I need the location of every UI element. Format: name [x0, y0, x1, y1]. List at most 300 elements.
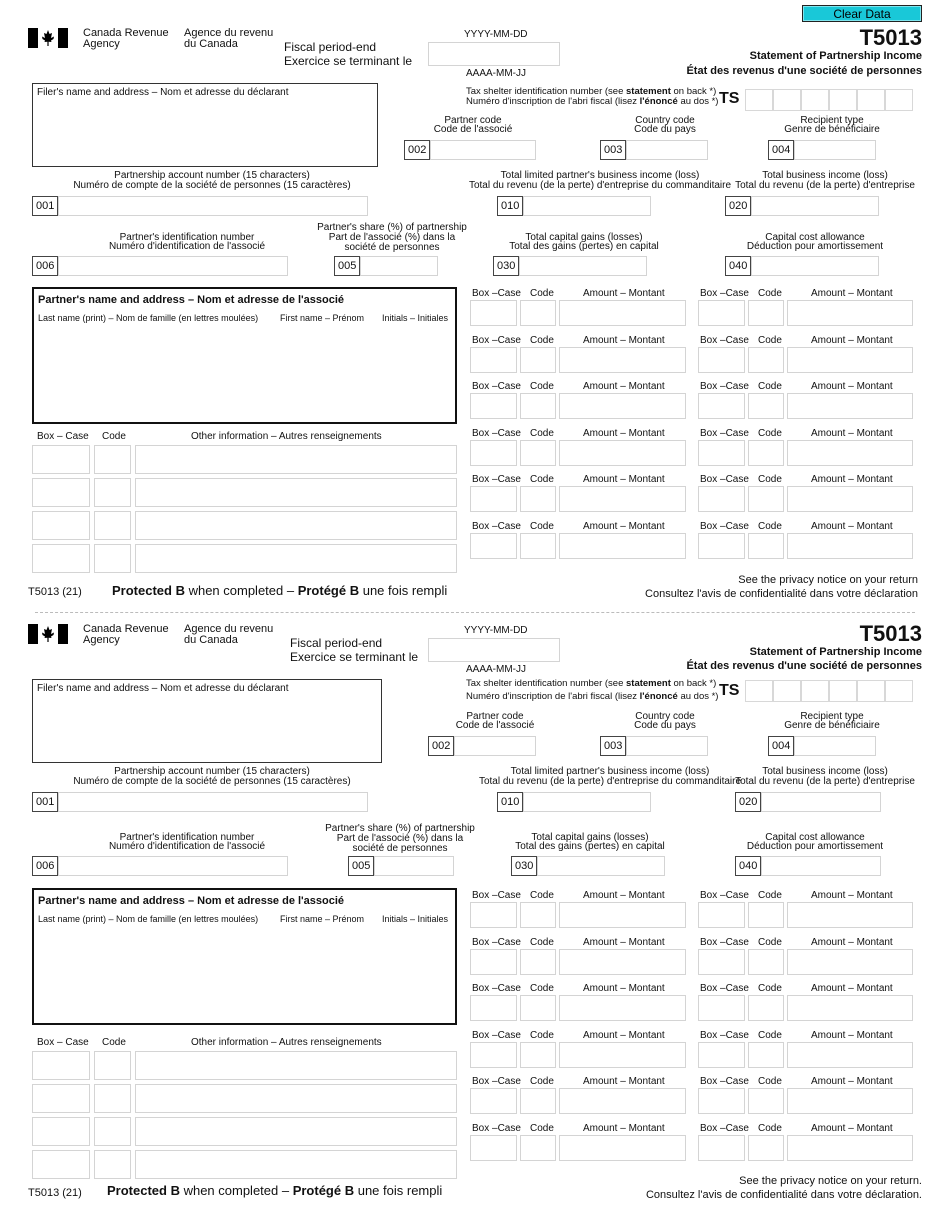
grid-code-input[interactable]: [748, 1135, 784, 1161]
grid-amount-label: Amount – Montant: [583, 381, 665, 393]
filer-address-box[interactable]: [32, 679, 382, 763]
partner-id-input[interactable]: [58, 856, 288, 876]
grid-box-input[interactable]: [470, 902, 517, 928]
grid-amount-input[interactable]: [559, 949, 686, 975]
recipient-type-label-en: Recipient type: [800, 115, 864, 126]
grid-box-input[interactable]: [698, 440, 745, 466]
grid-code-label: Code: [758, 1029, 782, 1041]
agency-fr-line1: Agence du revenu: [184, 623, 274, 635]
business-income-label-en: Total business income (loss): [762, 170, 888, 181]
account-number-input[interactable]: [58, 792, 368, 812]
grid-amount-label: Amount – Montant: [811, 983, 893, 995]
grid-box-input[interactable]: [470, 1135, 517, 1161]
grid-amount-input[interactable]: [787, 533, 913, 559]
country-code-label-en: Country code: [635, 711, 695, 722]
grid-box-label: Box –Case: [700, 983, 749, 995]
partner-code-input[interactable]: [454, 736, 536, 756]
grid-amount-input[interactable]: [559, 995, 686, 1021]
grid-code-label: Code: [530, 427, 554, 439]
grid-amount-label: Amount – Montant: [583, 474, 665, 486]
protected-b-notice: Protected B when completed – Protégé B une fois rempli: [107, 1183, 443, 1198]
ts-digit-input[interactable]: [745, 680, 773, 702]
grid-box-label: Box –Case: [700, 1076, 749, 1088]
canada-flag-icon: [28, 624, 68, 644]
grid-amount-input[interactable]: [559, 533, 686, 559]
ts-digit-input[interactable]: [773, 89, 801, 111]
grid-box-label: Box –Case: [700, 936, 749, 948]
limited-income-input[interactable]: [523, 196, 651, 216]
grid-code-input[interactable]: [748, 949, 784, 975]
other-info-input[interactable]: [135, 1150, 457, 1179]
grid-code-label: Code: [530, 1123, 554, 1134]
grid-box-input[interactable]: [698, 902, 745, 928]
account-number-input[interactable]: [58, 196, 368, 216]
grid-box-label: Box –Case: [472, 936, 521, 948]
grid-amount-label: Amount – Montant: [811, 474, 893, 486]
grid-amount-label: Amount – Montant: [583, 890, 665, 901]
share-label-3: société de personnes: [352, 843, 448, 854]
other-info-label: Other information – Autres renseignements: [191, 1037, 382, 1048]
other-box-label: Box – Case: [37, 1037, 89, 1048]
grid-amount-label: Amount – Montant: [583, 1076, 665, 1088]
grid-code-input[interactable]: [520, 1088, 556, 1114]
grid-amount-label: Amount – Montant: [583, 427, 665, 439]
grid-amount-input[interactable]: [559, 440, 686, 466]
agency-fr-line2: du Canada: [184, 38, 238, 50]
box-020-label: 020: [725, 196, 751, 216]
grid-amount-label: Amount – Montant: [811, 890, 893, 901]
country-code-input[interactable]: [626, 736, 708, 756]
capital-gains-label-en: Total capital gains (losses): [525, 232, 643, 243]
grid-box-input[interactable]: [470, 347, 517, 373]
form-title-en: Statement of Partnership Income: [749, 50, 922, 62]
share-label-2: Part de l'associé (%) dans la: [336, 833, 464, 844]
other-box-input[interactable]: [32, 478, 90, 507]
limited-income-label-fr: Total du revenu (de la perte) d'entreprise du commanditaire: [468, 180, 732, 191]
tax-shelter-label-en: Tax shelter identification number (see statement on back *): [466, 678, 717, 689]
cca-input[interactable]: [751, 256, 879, 276]
partner-address-box[interactable]: [32, 287, 457, 424]
partner-code-input[interactable]: [430, 140, 536, 160]
agency-en-line2: Agency: [83, 634, 120, 646]
grid-code-input[interactable]: [520, 440, 556, 466]
grid-box-input[interactable]: [470, 1088, 517, 1114]
ts-digit-input[interactable]: [773, 680, 801, 702]
other-code-input[interactable]: [94, 1084, 131, 1113]
grid-box-input[interactable]: [470, 1042, 517, 1068]
box-002-label: 002: [404, 140, 430, 160]
privacy-notice-fr: Consultez l'avis de confidentialité dans votre déclaration.: [645, 1189, 922, 1201]
grid-box-input[interactable]: [698, 995, 745, 1021]
grid-amount-label: Amount – Montant: [583, 1123, 665, 1134]
grid-amount-input[interactable]: [787, 1042, 913, 1068]
box-005-label: 005: [348, 856, 374, 876]
grid-amount-input[interactable]: [787, 902, 913, 928]
grid-code-label: Code: [530, 334, 554, 346]
grid-amount-input[interactable]: [559, 1135, 686, 1161]
ts-digit-input[interactable]: [745, 89, 773, 111]
tax-shelter-label-en: Tax shelter identification number (see statement on back *): [466, 86, 717, 97]
grid-code-input[interactable]: [748, 393, 784, 419]
grid-box-label: Box –Case: [472, 521, 521, 532]
grid-code-input[interactable]: [748, 347, 784, 373]
ts-digit-input[interactable]: [885, 680, 913, 702]
grid-amount-input[interactable]: [787, 949, 913, 975]
limited-income-label-fr: Total du revenu (de la perte) d'entreprise du commanditaire: [478, 776, 742, 787]
grid-code-label: Code: [758, 334, 782, 346]
grid-box-input[interactable]: [470, 300, 517, 326]
other-box-input[interactable]: [32, 1051, 90, 1080]
box-030-label: 030: [511, 856, 537, 876]
agency-en-line1: Canada Revenue: [83, 623, 169, 635]
ts-prefix: TS: [719, 682, 740, 699]
grid-amount-input[interactable]: [787, 347, 913, 373]
other-info-input[interactable]: [135, 478, 457, 507]
grid-amount-label: Amount – Montant: [811, 427, 893, 439]
grid-code-label: Code: [530, 288, 554, 299]
grid-box-label: Box –Case: [472, 381, 521, 393]
other-info-input[interactable]: [135, 1084, 457, 1113]
grid-code-label: Code: [758, 381, 782, 393]
grid-code-label: Code: [530, 1076, 554, 1088]
grid-box-input[interactable]: [470, 995, 517, 1021]
form-title-fr: État des revenus d'une société de personnes: [686, 660, 922, 672]
grid-code-input[interactable]: [748, 1088, 784, 1114]
form-code-title: T5013: [859, 621, 922, 646]
tax-shelter-label-fr: Numéro d'inscription de l'abri fiscal (lisez l'énoncé au dos *): [466, 691, 719, 702]
other-box-input[interactable]: [32, 1084, 90, 1113]
fiscal-period-input[interactable]: [428, 638, 560, 662]
other-info-input[interactable]: [135, 1117, 457, 1146]
clear-data-button[interactable]: Clear Data: [802, 5, 922, 22]
other-info-label: Other information – Autres renseignements: [191, 431, 382, 442]
grid-box-label: Box –Case: [472, 983, 521, 995]
first-name-label: First name – Prénom: [280, 914, 365, 924]
grid-code-input[interactable]: [520, 347, 556, 373]
agency-en-line1: Canada Revenue: [83, 27, 169, 39]
box-001-label: 001: [32, 196, 58, 216]
fiscal-period-fr: Exercice se terminant le: [284, 54, 413, 68]
grid-amount-label: Amount – Montant: [811, 1076, 893, 1088]
recipient-type-label-en: Recipient type: [800, 711, 864, 722]
grid-box-label: Box –Case: [472, 288, 521, 299]
ts-digit-input[interactable]: [829, 89, 857, 111]
grid-box-input[interactable]: [470, 486, 517, 512]
other-info-input[interactable]: [135, 511, 457, 540]
grid-amount-input[interactable]: [787, 1088, 913, 1114]
grid-code-label: Code: [530, 1029, 554, 1041]
limited-income-label-en: Total limited partner's business income (loss): [500, 170, 700, 181]
limited-income-input[interactable]: [523, 792, 651, 812]
share-label-3: société de personnes: [344, 242, 440, 253]
recipient-type-label-fr: Genre de bénéficiaire: [784, 720, 880, 731]
share-label-1: Partner's share (%) of partnership: [325, 823, 475, 834]
grid-code-label: Code: [758, 983, 782, 995]
other-box-input[interactable]: [32, 445, 90, 474]
grid-amount-input[interactable]: [559, 393, 686, 419]
grid-code-input[interactable]: [748, 300, 784, 326]
grid-box-input[interactable]: [698, 533, 745, 559]
partner-code-label-en: Partner code: [466, 711, 524, 722]
box-006-label: 006: [32, 256, 58, 276]
cca-label-fr: Déduction pour amortissement: [746, 841, 884, 852]
partner-address-title: Partner's name and address – Nom et adresse de l'associé: [38, 895, 345, 907]
grid-box-label: Box –Case: [700, 427, 749, 439]
filer-address-label: Filer's name and address – Nom et adresse du déclarant: [37, 683, 289, 694]
grid-box-input[interactable]: [698, 1088, 745, 1114]
date-format-en: YYYY-MM-DD: [464, 29, 528, 40]
grid-amount-label: Amount – Montant: [811, 334, 893, 346]
share-label-2: Part de l'associé (%) dans la: [328, 232, 456, 243]
protected-b-notice: Protected B when completed – Protégé B une fois rempli: [112, 583, 448, 598]
grid-code-input[interactable]: [748, 440, 784, 466]
grid-amount-input[interactable]: [559, 486, 686, 512]
ts-digit-input[interactable]: [801, 89, 829, 111]
limited-income-label-en: Total limited partner's business income (loss): [510, 766, 710, 777]
other-box-input[interactable]: [32, 511, 90, 540]
fiscal-period-input[interactable]: [428, 42, 560, 66]
other-info-input[interactable]: [135, 544, 457, 573]
grid-box-input[interactable]: [470, 393, 517, 419]
partner-id-label-en: Partner's identification number: [119, 832, 255, 843]
grid-box-label: Box –Case: [700, 288, 749, 299]
grid-amount-input[interactable]: [787, 1135, 913, 1161]
grid-box-label: Box –Case: [700, 1029, 749, 1041]
other-code-input[interactable]: [94, 544, 131, 573]
grid-code-label: Code: [758, 936, 782, 948]
grid-code-input[interactable]: [748, 486, 784, 512]
capital-gains-label-fr: Total des gains (pertes) en capital: [515, 841, 665, 852]
country-code-label-en: Country code: [635, 115, 695, 126]
grid-amount-label: Amount – Montant: [811, 521, 893, 532]
grid-box-label: Box –Case: [700, 890, 749, 901]
agency-fr-line2: du Canada: [184, 634, 238, 646]
other-info-input[interactable]: [135, 1051, 457, 1080]
grid-code-label: Code: [530, 474, 554, 486]
capital-gains-input[interactable]: [537, 856, 665, 876]
date-format-en: YYYY-MM-DD: [464, 625, 528, 636]
other-code-label: Code: [102, 1037, 126, 1048]
cca-label-en: Capital cost allowance: [765, 832, 865, 843]
grid-code-label: Code: [758, 521, 782, 532]
grid-amount-label: Amount – Montant: [583, 334, 665, 346]
grid-code-input[interactable]: [520, 902, 556, 928]
business-income-input[interactable]: [751, 196, 879, 216]
box-006-label: 006: [32, 856, 58, 876]
grid-box-label: Box –Case: [700, 381, 749, 393]
grid-code-input[interactable]: [520, 995, 556, 1021]
grid-code-label: Code: [758, 890, 782, 901]
grid-amount-input[interactable]: [787, 995, 913, 1021]
grid-box-input[interactable]: [698, 486, 745, 512]
box-005-label: 005: [334, 256, 360, 276]
recipient-type-input[interactable]: [794, 140, 876, 160]
account-number-label-fr: Numéro de compte de la société de personnes (15 caractères): [73, 180, 351, 191]
grid-amount-label: Amount – Montant: [583, 288, 665, 299]
grid-amount-input[interactable]: [559, 1088, 686, 1114]
other-code-input[interactable]: [94, 1117, 131, 1146]
capital-gains-input[interactable]: [519, 256, 647, 276]
box-040-label: 040: [735, 856, 761, 876]
grid-amount-input[interactable]: [787, 486, 913, 512]
partner-address-title: Partner's name and address – Nom et adresse de l'associé: [38, 294, 345, 306]
grid-code-input[interactable]: [520, 533, 556, 559]
grid-box-input[interactable]: [698, 1042, 745, 1068]
form-code-title: T5013: [859, 25, 922, 50]
capital-gains-label-fr: Total des gains (pertes) en capital: [509, 241, 659, 252]
canada-flag-icon: [28, 28, 68, 48]
grid-box-label: Box –Case: [472, 1123, 521, 1134]
grid-amount-label: Amount – Montant: [583, 521, 665, 532]
partner-code-label-fr: Code de l'associé: [433, 124, 513, 135]
share-label-1: Partner's share (%) of partnership: [317, 222, 467, 233]
grid-code-input[interactable]: [520, 1135, 556, 1161]
partner-id-label-en: Partner's identification number: [119, 232, 255, 243]
grid-amount-input[interactable]: [787, 393, 913, 419]
date-format-fr: AAAA-MM-JJ: [466, 664, 526, 675]
box-010-label: 010: [497, 196, 523, 216]
box-010-label: 010: [497, 792, 523, 812]
partner-id-label-fr: Numéro d'identification de l'associé: [108, 841, 266, 852]
grid-box-input[interactable]: [698, 347, 745, 373]
date-format-fr: AAAA-MM-JJ: [466, 68, 526, 79]
box-020-label: 020: [735, 792, 761, 812]
cca-input[interactable]: [761, 856, 881, 876]
agency-fr-line1: Agence du revenu: [184, 27, 274, 39]
first-name-label: First name – Prénom: [280, 313, 365, 323]
partner-share-input[interactable]: [374, 856, 454, 876]
cca-label-en: Capital cost allowance: [765, 232, 865, 243]
grid-box-label: Box –Case: [700, 1123, 749, 1134]
grid-amount-input[interactable]: [559, 300, 686, 326]
grid-code-input[interactable]: [748, 1042, 784, 1068]
partner-id-label-fr: Numéro d'identification de l'associé: [108, 241, 266, 252]
other-code-input[interactable]: [94, 1051, 131, 1080]
grid-code-label: Code: [758, 1076, 782, 1088]
filer-address-label: Filer's name and address – Nom et adresse du déclarant: [37, 87, 289, 98]
partner-address-box[interactable]: [32, 888, 457, 1025]
recipient-type-label-fr: Genre de bénéficiaire: [784, 124, 880, 135]
grid-amount-input[interactable]: [559, 347, 686, 373]
box-040-label: 040: [725, 256, 751, 276]
grid-amount-label: Amount – Montant: [811, 288, 893, 299]
ts-digit-input[interactable]: [857, 680, 885, 702]
grid-box-label: Box –Case: [700, 474, 749, 486]
grid-code-label: Code: [530, 936, 554, 948]
grid-box-label: Box –Case: [472, 890, 521, 901]
box-004-label: 004: [768, 140, 794, 160]
box-003-label: 003: [600, 140, 626, 160]
other-info-input[interactable]: [135, 445, 457, 474]
grid-code-input[interactable]: [748, 902, 784, 928]
box-002-label: 002: [428, 736, 454, 756]
grid-box-label: Box –Case: [472, 474, 521, 486]
other-code-input[interactable]: [94, 445, 131, 474]
form-title-en: Statement of Partnership Income: [749, 646, 922, 658]
agency-en-line2: Agency: [83, 38, 120, 50]
grid-box-input[interactable]: [470, 949, 517, 975]
box-001-label: 001: [32, 792, 58, 812]
ts-digit-input[interactable]: [829, 680, 857, 702]
grid-box-label: Box –Case: [472, 334, 521, 346]
grid-amount-input[interactable]: [559, 1042, 686, 1068]
grid-code-input[interactable]: [520, 949, 556, 975]
grid-code-input[interactable]: [748, 995, 784, 1021]
grid-amount-label: Amount – Montant: [583, 936, 665, 948]
grid-code-input[interactable]: [748, 533, 784, 559]
grid-code-label: Code: [530, 521, 554, 532]
grid-box-label: Box –Case: [472, 1029, 521, 1041]
privacy-notice-en: See the privacy notice on your return: [738, 574, 918, 586]
account-number-label-fr: Numéro de compte de la société de personnes (15 caractères): [73, 776, 351, 787]
other-box-input[interactable]: [32, 1117, 90, 1146]
box-003-label: 003: [600, 736, 626, 756]
grid-code-input[interactable]: [520, 393, 556, 419]
partner-id-input[interactable]: [58, 256, 288, 276]
box-004-label: 004: [768, 736, 794, 756]
grid-box-input[interactable]: [470, 440, 517, 466]
footer-form-code: T5013 (21): [28, 1187, 82, 1199]
fiscal-period-en: Fiscal period-end: [284, 40, 377, 54]
grid-box-input[interactable]: [698, 393, 745, 419]
grid-amount-label: Amount – Montant: [583, 983, 665, 995]
country-code-input[interactable]: [626, 140, 708, 160]
other-code-input[interactable]: [94, 478, 131, 507]
grid-box-input[interactable]: [470, 533, 517, 559]
box-030-label: 030: [493, 256, 519, 276]
partner-share-input[interactable]: [360, 256, 438, 276]
footer-form-code: T5013 (21): [28, 586, 82, 598]
slip-2: [0, 596, 950, 1206]
account-number-label-en: Partnership account number (15 characters): [114, 170, 310, 181]
privacy-notice-fr: Consultez l'avis de confidentialité dans votre déclaration: [645, 588, 918, 600]
ts-digit-input[interactable]: [801, 680, 829, 702]
last-name-label: Last name (print) – Nom de famille (en lettres moulées): [38, 313, 259, 323]
partner-code-label-fr: Code de l'associé: [455, 720, 535, 731]
grid-code-label: Code: [758, 474, 782, 486]
grid-amount-label: Amount – Montant: [811, 381, 893, 393]
grid-amount-input[interactable]: [559, 902, 686, 928]
grid-box-input[interactable]: [698, 300, 745, 326]
grid-amount-input[interactable]: [787, 300, 913, 326]
ts-digit-input[interactable]: [885, 89, 913, 111]
grid-code-input[interactable]: [520, 486, 556, 512]
grid-code-label: Code: [758, 1123, 782, 1134]
capital-gains-label-en: Total capital gains (losses): [531, 832, 649, 843]
slip-1: [0, 0, 950, 610]
grid-code-label: Code: [530, 890, 554, 901]
grid-amount-input[interactable]: [787, 440, 913, 466]
other-box-input[interactable]: [32, 1150, 90, 1179]
grid-code-label: Code: [530, 381, 554, 393]
grid-code-input[interactable]: [520, 1042, 556, 1068]
grid-box-input[interactable]: [698, 949, 745, 975]
other-code-input[interactable]: [94, 1150, 131, 1179]
recipient-type-input[interactable]: [794, 736, 876, 756]
other-box-label: Box – Case: [37, 431, 89, 442]
grid-amount-label: Amount – Montant: [811, 936, 893, 948]
business-income-input[interactable]: [761, 792, 881, 812]
other-box-input[interactable]: [32, 544, 90, 573]
grid-box-input[interactable]: [698, 1135, 745, 1161]
other-code-input[interactable]: [94, 511, 131, 540]
grid-code-input[interactable]: [520, 300, 556, 326]
ts-digit-input[interactable]: [857, 89, 885, 111]
business-income-label-fr: Total du revenu (de la perte) d'entreprise: [735, 776, 915, 787]
filer-address-box[interactable]: [32, 83, 378, 167]
tax-shelter-label-fr: Numéro d'inscription de l'abri fiscal (lisez l'énoncé au dos *): [466, 96, 719, 107]
initials-label: Initials – Initiales: [382, 313, 449, 323]
